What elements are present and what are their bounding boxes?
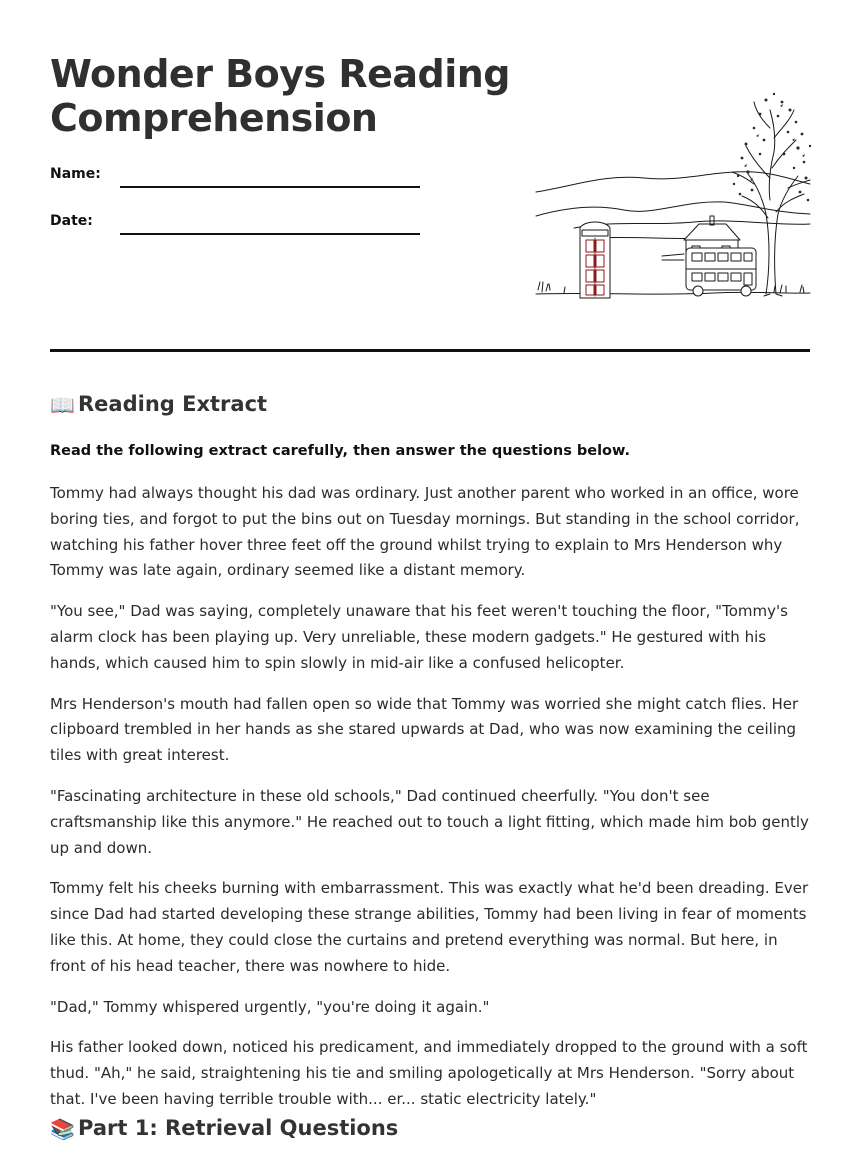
- date-field: [50, 213, 420, 239]
- header-divider: [50, 349, 810, 352]
- date-write-line[interactable]: [120, 233, 420, 235]
- date-label: Date:: [50, 213, 93, 229]
- village-scene-illustration: [534, 88, 812, 302]
- extract-paragraph: "You see," Dad was saying, completely unaware that his feet weren't touching the floor, "Tommy's alarm clock has been playing up. Very unreliable, these modern gadgets." He gestured with his hands, which caused him to spin slowly in mid-air like a confused helicopter.: [50, 602, 788, 672]
- reading-extract-heading: [50, 390, 267, 419]
- retrieval-questions-heading: [50, 1114, 398, 1143]
- reading-extract-heading-text: Reading Extract: [78, 392, 268, 416]
- extract-paragraph: Mrs Henderson's mouth had fallen open so wide that Tommy was worried she might catch flies. Her clipboard trembled in her hands as she stared upwards at Dad, who was now examining the ceiling tiles with great interest.: [50, 694, 799, 765]
- reading-instruction: Read the following extract carefully, then answer the questions below.: [50, 443, 630, 459]
- name-write-line[interactable]: [120, 186, 420, 188]
- extract-paragraph: "Fascinating architecture in these old schools," Dad continued cheerfully. "You don't see craftsmanship like this anymore." He reached out to touch a light fitting, which made him bob gently up and down.: [50, 786, 809, 857]
- name-label: Name:: [50, 166, 101, 182]
- extract-paragraph: Tommy felt his cheeks burning with embarrassment. This was exactly what he'd been dreading. Ever since Dad had started developing these strange abilities, Tommy had been living in fear of moments like this. At home, they could close the curtains and pretend everything was normal. But here, in front of his head teacher, there was nowhere to hide.: [50, 879, 809, 975]
- retrieval-questions-heading-text: Part 1: Retrieval Questions: [78, 1116, 399, 1140]
- worksheet-title: Wonder Boys Reading Comprehension: [50, 52, 511, 140]
- reading-extract: [50, 481, 810, 1128]
- extract-paragraph: Tommy had always thought his dad was ordinary. Just another parent who worked in an office, wore boring ties, and forgot to put the bins out on Tuesday mornings. But standing in the school corridor, watching his father hover three feet off the ground whilst trying to explain to Mrs Henderson why Tommy was late again, ordinary seemed like a distant memory.: [50, 484, 800, 580]
- open-book-icon: 📖: [50, 393, 75, 417]
- books-icon: 📚: [50, 1117, 75, 1141]
- extract-paragraph: "Dad," Tommy whispered urgently, "you're doing it again.": [50, 997, 490, 1016]
- extract-paragraph: His father looked down, noticed his predicament, and immediately dropped to the ground with a soft thud. "Ah," he said, straightening his tie and smiling apologetically at Mrs Henderson. "Sorry about that. I've been having terrible trouble with... er... static electricity lately.": [50, 1038, 808, 1108]
- name-field: [50, 166, 420, 192]
